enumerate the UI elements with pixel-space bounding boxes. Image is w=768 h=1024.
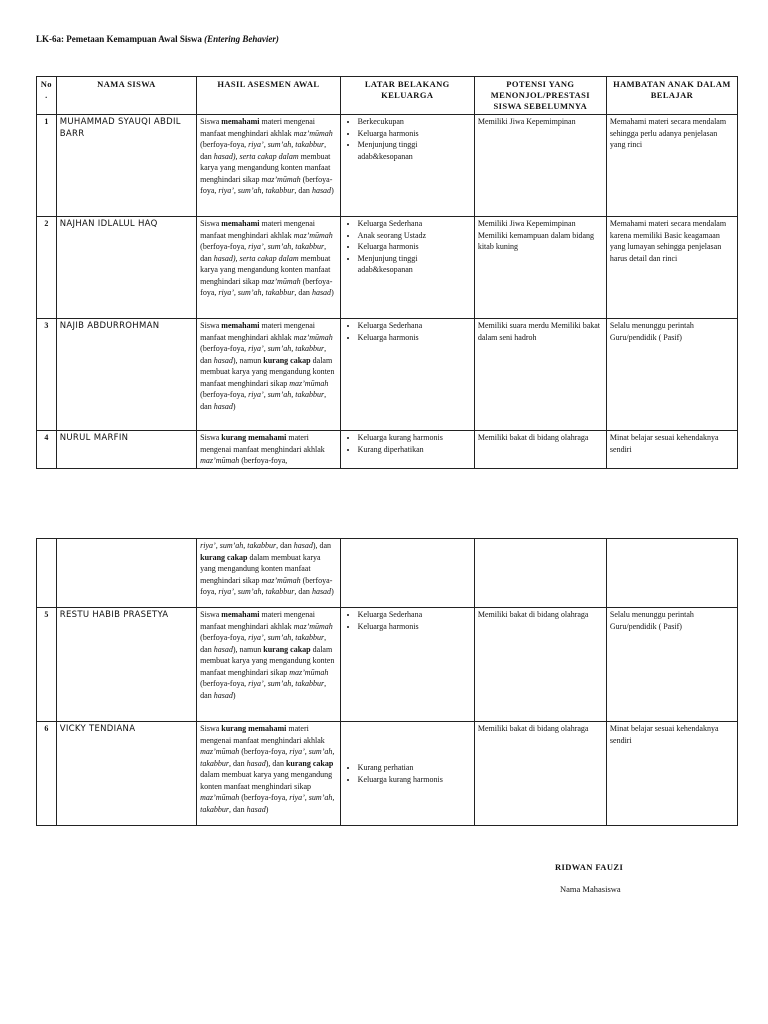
- potential-text: Memiliki Jiwa Kepemimpinan: [474, 115, 606, 217]
- family-background: [340, 722, 474, 826]
- header-latar: LATAR BELAKANG KELUARGA: [340, 77, 474, 115]
- potential-text: Memiliki Jiwa Kepemimpinan Memiliki kemampuan dalam bidang kitab kuning: [474, 217, 606, 319]
- student-name: [56, 539, 196, 608]
- list-item: • Keluarga kurang harmonis: [358, 774, 471, 786]
- list-item: • Berkecukupan: [358, 116, 471, 128]
- assessment-text: Siswa memahami materi mengenai manfaat menghindari akhlak maz’mūmah (berfoya-foya, riya’, sum’ah, takabbur, dan hasad), namun kurang cakap dalam membuat karya yang mengandung konten manfaat menghindari sikap maz’mūmah (berfoya-foya, riya’, sum’ah, takabbur, dan hasad): [197, 608, 341, 722]
- row-number: [37, 539, 57, 608]
- header-potensi: POTENSI YANG MENONJOL/PRESTASI SISWA SEBELUMNYA: [474, 77, 606, 115]
- family-background: [340, 431, 474, 469]
- assessment-table: [36, 76, 738, 469]
- assessment-text: Siswa kurang memahami materi mengenai manfaat menghindari akhlak maz’mūmah (berfoya-foya,: [197, 431, 341, 469]
- student-name: NAJHAN IDLALUL HAQ: [56, 217, 196, 319]
- list-item: • Keluarga Sederhana: [358, 609, 471, 621]
- family-background: [340, 217, 474, 319]
- student-name: VICKY TENDIANA: [56, 722, 196, 826]
- table-row: [37, 217, 738, 319]
- assessment-text: riya’, sum’ah, takabbur, dan hasad), dan kurang cakap dalam membuat karya yang mengandung konten manfaat menghindari sikap maz’mūmah (berfoya-foya, riya’, sum’ah, takabbur, dan hasad): [197, 539, 341, 608]
- family-background: [340, 115, 474, 217]
- table-row: [37, 608, 738, 722]
- potential-text: Memiliki bakat di bidang olahraga: [474, 722, 606, 826]
- list-item: • Keluarga Sederhana: [358, 320, 471, 332]
- potential-text: Memiliki bakat di bidang olahraga: [474, 431, 606, 469]
- table-row: [37, 319, 738, 431]
- obstacle-text: [606, 539, 737, 608]
- assessment-text: Siswa kurang memahami materi mengenai manfaat menghindari akhlak maz’mūmah (berfoya-foya, riya’, sum’ah, takabbur, dan hasad), dan kurang cakap dalam membuat karya yang mengandung konten manfaat menghindari sikap maz’mūmah (berfoya-foya, riya’, sum’ah, takabbur, dan hasad): [197, 722, 341, 826]
- obstacle-text: Minat belajar sesuai kehendaknya sendiri: [606, 431, 737, 469]
- assessment-text: Siswa memahami materi mengenai manfaat menghindari akhlak maz’mūmah (berfoya-foya, riya’, sum’ah, takabbur, dan hasad), serta cakap dalam membuat karya yang mengandung konten manfaat menghindari sikap maz’mūmah (berfoya-foya, riya’, sum’ah, takabbur, dan hasad): [197, 217, 341, 319]
- table-row: [37, 115, 738, 217]
- row-number: 3: [37, 319, 57, 431]
- obstacle-text: Memahami materi secara mendalam sehingga perlu adanya penjelasan yang rinci: [606, 115, 737, 217]
- signature-name: RIDWAN FAUZI: [555, 862, 624, 872]
- list-item: • Keluarga harmonis: [358, 621, 471, 633]
- row-number: 2: [37, 217, 57, 319]
- table-header-row: [37, 77, 738, 115]
- header-hambatan: HAMBATAN ANAK DALAM BELAJAR: [606, 77, 737, 115]
- row-number: 1: [37, 115, 57, 217]
- list-item: • Kurang perhatian: [358, 762, 471, 774]
- family-background: [340, 608, 474, 722]
- header-nama: NAMA SISWA: [56, 77, 196, 115]
- list-item: • Keluarga harmonis: [358, 241, 471, 253]
- list-item: • Keluarga harmonis: [358, 128, 471, 140]
- list-item: • Keluarga kurang harmonis: [358, 432, 471, 444]
- list-item: • Menjunjung tinggi adab&kesopanan: [358, 253, 471, 276]
- list-item: • Keluarga harmonis: [358, 332, 471, 344]
- list-item: • Kurang diperhatikan: [358, 444, 471, 456]
- potential-text: [474, 539, 606, 608]
- table-row: [37, 539, 738, 608]
- assessment-table-continued: [36, 538, 738, 826]
- document-title: [36, 34, 279, 44]
- assessment-text: Siswa memahami materi mengenai manfaat menghindari akhlak maz’mūmah (berfoya-foya, riya’, sum’ah, takabbur, dan hasad), namun kurang cakap dalam membuat karya yang mengandung konten manfaat menghindari sikap maz’mūmah (berfoya-foya, riya’, sum’ah, takabbur, dan hasad): [197, 319, 341, 431]
- student-name: NAJIB ABDURROHMAN: [56, 319, 196, 431]
- document-title-suffix: (Entering Behavier): [204, 34, 279, 44]
- signature-role: Nama Mahasiswa: [560, 884, 621, 894]
- obstacle-text: Selalu menunggu perintah Guru/pendidik ( Pasif): [606, 608, 737, 722]
- document-title-text: LK-6a: Pemetaan Kemampuan Awal Siswa: [36, 34, 205, 44]
- student-name: RESTU HABIB PRASETYA: [56, 608, 196, 722]
- obstacle-text: Selalu menunggu perintah Guru/pendidik ( Pasif): [606, 319, 737, 431]
- table-row: [37, 431, 738, 469]
- obstacle-text: Minat belajar sesuai kehendaknya sendiri: [606, 722, 737, 826]
- family-background: [340, 539, 474, 608]
- student-name: NURUL MARFIN: [56, 431, 196, 469]
- row-number: 6: [37, 722, 57, 826]
- table-row: [37, 722, 738, 826]
- student-name: MUHAMMAD SYAUQI ABDIL BARR: [56, 115, 196, 217]
- list-item: • Anak seorang Ustadz: [358, 230, 471, 242]
- row-number: 5: [37, 608, 57, 722]
- row-number: 4: [37, 431, 57, 469]
- family-background: [340, 319, 474, 431]
- list-item: • Keluarga Sederhana: [358, 218, 471, 230]
- header-hasil: HASIL ASESMEN AWAL: [197, 77, 341, 115]
- potential-text: Memiliki bakat di bidang olahraga: [474, 608, 606, 722]
- assessment-text: Siswa memahami materi mengenai manfaat menghindari akhlak maz’mūmah (berfoya-foya, riya’, sum’ah, takabbur, dan hasad), serta cakap dalam membuat karya yang mengandung konten manfaat menghindari sikap maz’mūmah (berfoya-foya, riya’, sum’ah, takabbur, dan hasad): [197, 115, 341, 217]
- list-item: • Menjunjung tinggi adab&kesopanan: [358, 139, 471, 162]
- header-no: No .: [37, 77, 57, 115]
- potential-text: Memiliki suara merdu Memiliki bakat dalam seni hadroh: [474, 319, 606, 431]
- obstacle-text: Memahami materi secara mendalam karena memiliki Basic keagamaan yang lumayan sehingga penjelasan harus detail dan rinci: [606, 217, 737, 319]
